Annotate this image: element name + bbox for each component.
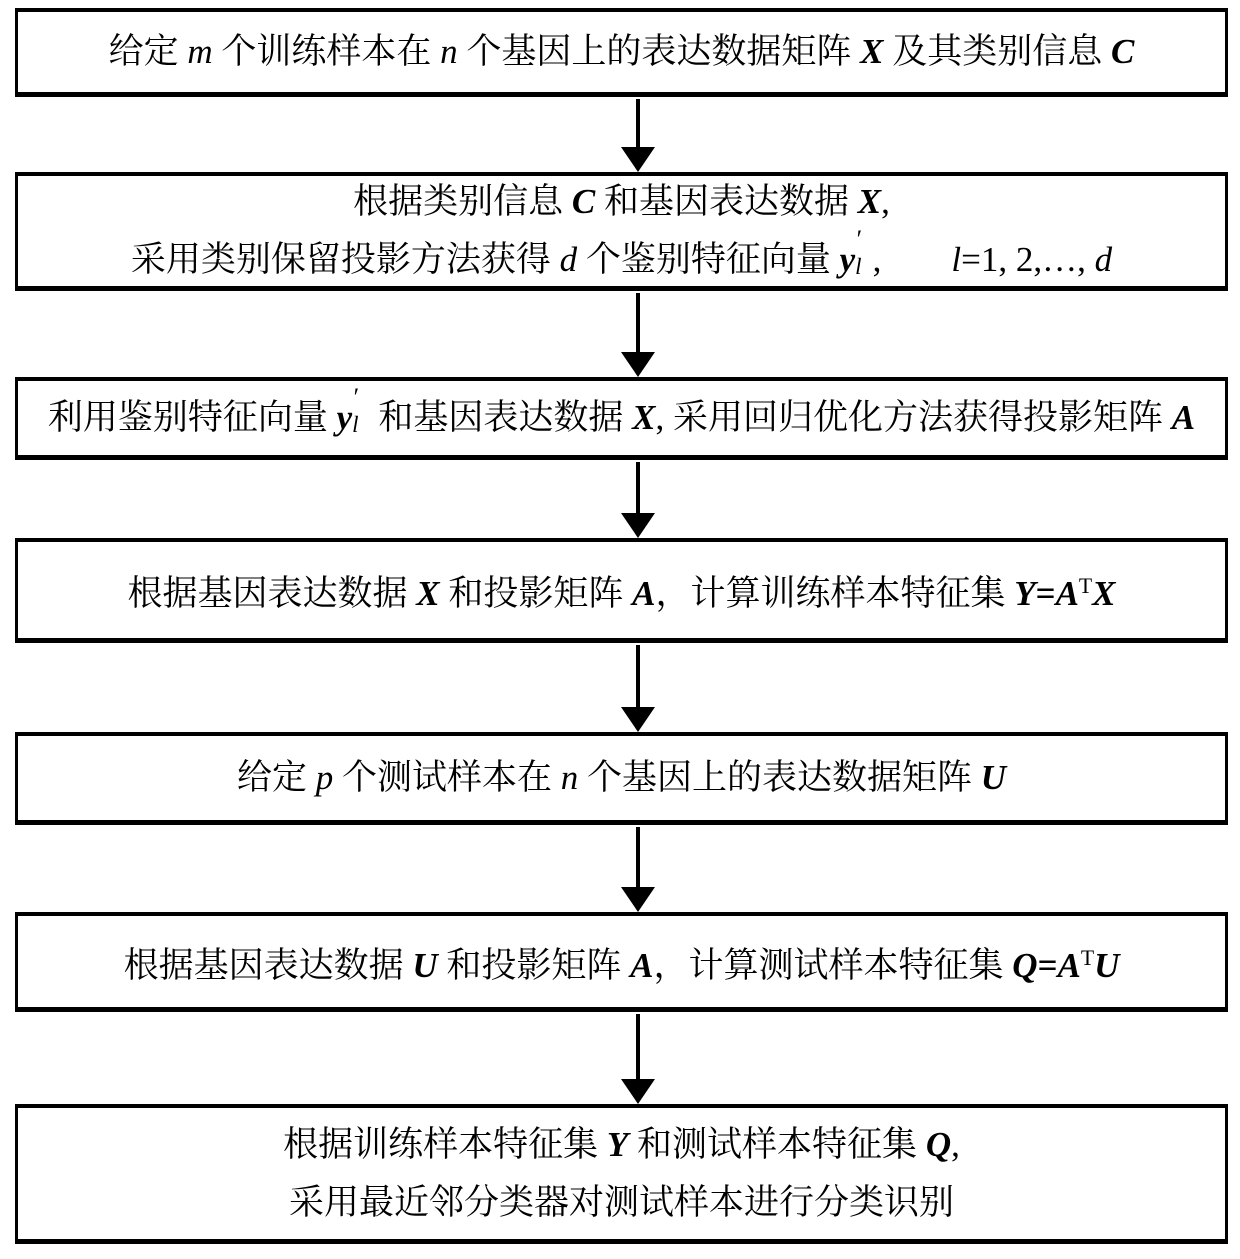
flow-arrow-2 [620,293,656,377]
text-run: 根据基因表达数据 [127,573,417,613]
flow-box-step-7 [15,1104,1228,1244]
text-run: 利用鉴别特征向量 [47,398,337,437]
step-5-text [237,749,1006,807]
arrow-down-icon [621,707,655,732]
math-var-X: X [860,32,884,71]
text-run: 采用最近邻分类器对测试样本进行分类识别 [288,1182,954,1222]
math-var-y: y [839,240,856,279]
math-var-U: U [412,945,438,985]
text-run: 和基因表达数据 [369,398,633,437]
math-var-d: d [559,240,578,279]
text-run: 和投影矩阵 [439,573,633,613]
math-var-U: U [980,758,1007,797]
flow-arrow-5 [620,827,656,912]
step-7-text-line-2 [289,1174,954,1232]
math-var-Y: Y [1014,573,1036,613]
arrow-down-icon [621,147,655,172]
math-var-l: l [951,240,962,279]
math-var-X: X [1092,573,1116,613]
text-run: 和投影矩阵 [437,945,631,985]
math-var-n: n [560,758,579,797]
flow-box-step-6 [15,912,1228,1012]
flow-box-step-5 [15,732,1228,825]
flow-arrow-3 [620,462,656,538]
math-var-d: d [1094,240,1113,279]
math-var-X: X [857,182,882,221]
math-var-C: C [1111,32,1135,71]
arrow-shaft [636,645,640,707]
text-run: , [655,398,674,437]
text-run: =1, 2,…, [961,240,1095,279]
arrow-shaft [636,1014,640,1079]
arrow-shaft [636,99,640,147]
transpose-superscript: T [1078,574,1093,599]
math-var-Y: Y [606,1124,629,1164]
math-var-X: X [416,573,440,613]
math-var-Q: Q [1012,945,1038,985]
math-var-A: A [630,945,654,985]
math-var-U: U [1094,945,1120,985]
text-run: ，计算测试样本特征集 [653,945,1013,985]
flow-box-step-4 [15,538,1228,643]
flow-arrow-1 [620,99,656,172]
text-run: 个训练样本在 [212,32,441,71]
arrow-shaft [636,293,640,352]
text-run: , [881,182,890,221]
math-var-n: n [440,32,458,71]
step-2-text-line-1 [353,173,890,231]
math-var-y: y [336,398,353,437]
math-var-p: p [315,758,334,797]
step-2-text-line-2 [130,226,1113,289]
text-run: 和测试样本特征集 [628,1124,926,1164]
math-var-A: A [1055,573,1079,613]
arrow-down-icon [621,887,655,912]
flow-box-step-3 [15,377,1228,460]
text-run: 采用类别保留投影方法获得 [130,240,560,279]
text-run: 给定 [108,32,188,71]
math-var-m: m [187,32,213,71]
text-run: , [951,1124,960,1164]
text-run: 个基因上的表达数据矩阵 [578,758,981,797]
arrow-down-icon [621,352,655,377]
text-run: 个测试样本在 [333,758,561,797]
step-7-text-line-1 [283,1116,960,1174]
arrow-shaft [636,827,640,887]
text-run: ，计算训练样本特征集 [655,573,1015,613]
text-run: 根据类别信息 [353,182,572,221]
text-run: 个基因上的表达数据矩阵 [457,32,861,71]
arrow-down-icon [621,513,655,538]
text-run: 根据训练样本特征集 [283,1124,607,1164]
text-run: 根据基因表达数据 [123,945,413,985]
arrow-down-icon [621,1079,655,1104]
math-var-A: A [1057,945,1081,985]
prime-mark: ′ [856,226,863,254]
equals-sign: = [1035,573,1056,613]
text-run: 个鉴别特征向量 [577,240,840,279]
math-var-Q: Q [925,1124,952,1164]
step-4-text [127,557,1115,623]
math-var-A: A [632,573,656,613]
subscript-l: l [855,252,862,279]
arrow-shaft [636,462,640,513]
math-var-C: C [571,182,596,221]
text-run: 给定 [236,758,316,797]
math-var-X: X [632,398,656,437]
text-run: 和基因表达数据 [595,182,858,221]
math-var-A: A [1171,398,1196,437]
text-run: , [872,240,952,279]
subscript-l: l [352,410,359,437]
step-6-text [124,929,1120,995]
transpose-superscript: T [1080,945,1095,970]
text-run: 及其类别信息 [883,32,1112,71]
flow-arrow-4 [620,645,656,732]
y-sub-sup [352,384,370,437]
flow-arrow-6 [620,1014,656,1104]
y-sub-sup [855,226,873,279]
equals-sign: = [1037,945,1058,985]
flow-box-step-1 [15,8,1228,97]
text-run: 采用回归优化方法获得投影矩阵 [673,398,1172,437]
flow-box-step-2 [15,172,1228,291]
step-3-text [47,384,1196,447]
vector-y-symbol [839,226,873,279]
vector-y-symbol [336,384,370,437]
step-1-text [109,23,1135,81]
prime-mark: ′ [353,384,360,412]
